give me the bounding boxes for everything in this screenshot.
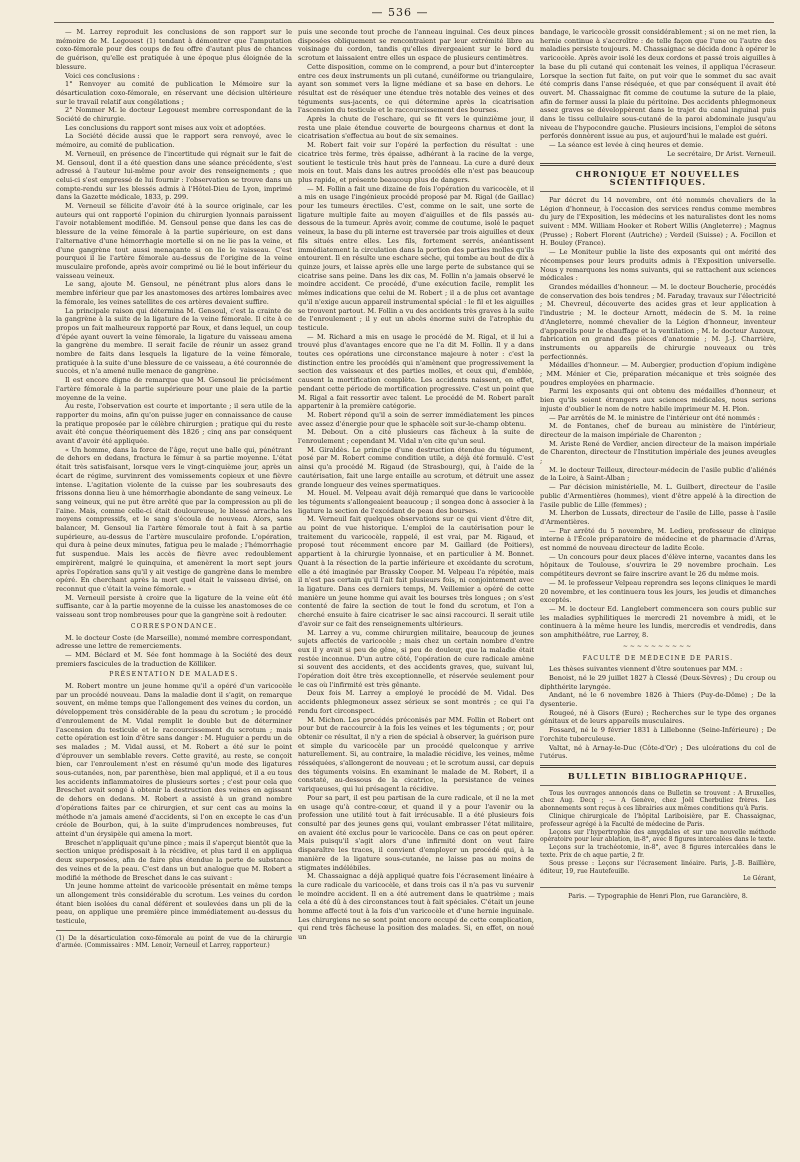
column-right [540,28,776,1146]
paragraph: Tous les ouvrages annoncés dans ce Bulletin se trouvent : A Bruxelles, chez Aug. Decq ; — A Genève, chez Joël Cherbuliez frères. Les abonnements sont reçus à ces librairies aux mêmes conditions qu'à Paris. [540,789,776,813]
paragraph: — M. le professeur Velpeau reprendra ses leçons cliniques le mardi 20 novembre, et les continuera tous les jours, les jeudis et dimanches exceptés. [540,578,776,605]
column-middle [298,28,534,1146]
paragraph: Sous presse : Leçons sur l'écrasement linéaire. Paris, J.-B. Baillière, éditeur, 19, rue Hautefeuille. [540,859,776,875]
paragraph: — MM. Béclard et M. Sée font hommage à la Société des deux premiers fascicules de la traduction de Kölliker. [56,650,292,668]
paragraph: — M. Follin a fait une dizaine de fois l'opération du varicocèle, et il a mis en usage l'ingénieux procédé proposé par M. Rigal (de Gaillac) pour les tumeurs érectiles. C'est, comme on le sait, une sorte de ligature multiple faite au moyen d'aiguilles et de fils passés au-dessous de la tumeur. Après avoir, comme de coutume, isolé le paquet veineux, la base du pli interne est traversée par trois aiguilles et deux fils situés entre elles. Les fils, fortement serrés, anéantissent immédiatement la circulation dans la portion des parties molles qu'ils entourent. Il en résulte une eschare sèche, qui tombe au bout de dix à quinze jours, et laisse après elle une large perte de substance qui se cicatrise sans peine. Dans les dix cas, M. Follin n'a jamais observé le moindre accident. Ce procédé, d'une exécution facile, remplit les mêmes indications que celui de M. Robert ; il a de plus cet avantage qu'il n'exige aucun appareil instrumental spécial : le fil et les aiguilles se trouvent partout. M. Follin a vu des accidents très graves à la suite de l'enroulement ; il y eut un abcès énorme suivi de l'atrophie du testicule. [298,184,534,332]
paragraph: M. Verneuil, en présence de l'incertitude qui régnait sur le fait de M. Gensoul, dont il a été question dans une séance précédente, s'est adressé à l'auteur lui-même pour avoir des renseignements ; que celui-ci s'est empressé de lui fournir : l'observation se trouve dans un compte-rendu sur les blessés admis à l'Hôtel-Dieu de Lyon, imprimé dans la Gazette médicale, 1833, p. 299. [56,149,292,202]
page-number: — 536 — [371,6,429,19]
signature: Le secrétaire, Dr Arist. Verneuil. [666,149,776,158]
paragraph: M. Robert fait voir sur l'opéré la perfection du résultat : une cicatrice très ferme, très épaisse, adhérant à la racine de la verge, soutient le testicule très haut près de l'anneau. La cure a duré deux mois en tout. Mais dans les autres procédés elle n'est pas beaucoup plus rapide, et présente beaucoup plus de dangers. [298,141,534,184]
paragraph: M. de Fontanes, chef de bureau au ministère de l'intérieur, directeur de la maison impériale de Charenton ; [540,422,776,439]
paragraph: M. le docteur Teilleux, directeur-médecin de l'asile public d'aliénés de la Loire, à Saint-Alban ; [540,465,776,483]
section-title-presentation: PRÉSENTATION DE MALADES. [109,671,239,679]
paragraph: M. Houel. M. Velpeau avait déjà remarqué que dans le varicocèle les téguments s'allongeaient beaucoup ; il songea donc à associer à la ligature la section de l'excédant de peau des bourses. [298,489,534,515]
section-rule [540,191,776,192]
paragraph: Rougeé, né à Gisors (Eure) ; Recherches sur le type des organes génitaux et de leurs appareils musculaires. [540,708,776,726]
paragraph: M. Verneuil persiste à croire que la ligature de la veine eût été suffisante, car à la partie moyenne de la cuisse les anastomoses de ce vaisseau sont trop nombreuses pour que la gangrène soit à redouter. [56,593,292,620]
section-title-chronique: CHRONIQUE ET NOUVELLES SCIENTIFIQUES. [575,168,741,188]
paragraph: Deux fois M. Larrey a employé le procédé de M. Vidal. Des accidents phlegmoneux assez sérieux se sont montrés ; ce qui l'a rendu fort circonspect. [298,689,534,715]
paragraph: La Société décide aussi que le rapport sera renvoyé, avec le mémoire, au comité de publication. [56,132,292,150]
paragraph: Parmi les exposants qui ont obtenu des médailles d'honneur, et bien qu'ils soient étrangers aux sciences médicales, nous serions injuste d'oublier le nom de notre habile imprimeur M. H. Plon. [540,387,776,413]
paragraph: Andant, né le 6 novembre 1826 à Thiers (Puy-de-Dôme) ; De la dysenterie. [540,691,776,709]
paragraph: M. Ariste René de Verdier, ancien directeur de la maison impériale de Charenton, directeur de l'Institution impériale des jeunes aveugles ; [540,439,776,466]
paragraph: Valtat, né à Arnay-le-Duc (Côte-d'Or) ; Des ulcérations du col de l'utérus. [540,743,776,761]
column-left [56,28,292,1146]
paragraph: — M. le docteur Ed. Langlebert commencera son cours public sur les maladies syphilitiques le mercredi 21 novembre à midi, et le continuera à la même heure les lundis, mercredis et vendredis, dans son amphithéâtre, rue Larrey, 8. [540,605,776,640]
paragraph: M. Michon. Les procédés préconisés par MM. Follin et Robert ont pour but de raccourcir à la fois les veines et les téguments ; or, pour obtenir ce résultat, il n'y a rien de spécial à observer, la guérison pure et simple du varicocèle par un procédé quelconque y arrive naturellement. Si, au contraire, la maladie récidive, les veines, même résséquées, s'allongeront de nouveau ; et le scrotum aussi, car depuis des téguments voisins. En examinant le malade de M. Robert, il a constaté, au-dessous de la cicatrice, la persistance de veines variqueuses, qui lui présagent la récidive. [298,715,534,794]
paragraph: Voici ces conclusions : [65,71,140,80]
paragraph: M. Verneuil fait quelques observations sur ce qui vient d'être dit, au point de vue historique. L'emploi de la cautérisation pour le traitement du varicocèle, rappelé, il est vrai, par M. Rigaud, et proposé tout récemment encore par M. Gaillard (de Poitiers), appartient à la chirurgie lyonnaise, et en particulier à M. Bonnet. Quant à la résection de la partie inférieure et excédante du scrotum, elle a été imaginée par Brassky Cooper. M. Velpeau l'a répétée, mais il n'est pas certain qu'il l'ait fait plusieurs fois, ni conjointement avec la ligature. Dans ces derniers temps, M. Veillemier a opéré de cette manière un jeune homme qui avait les bourses très longues ; on s'est contenté de faire la section de tout le fond du scrotum, et l'on a cherché ensuite à faire cicatriser le sac ainsi raccourci. Il serait utile d'avoir sur ce fait des renseignements ultérieurs. [298,515,534,628]
paragraph: « Un homme, dans la force de l'âge, reçut une balle qui, pénétrant de dehors en dedans, fractura le fémur à sa partie moyenne. L'état était très satisfaisant, lorsque vers le vingt-cinquième jour, après un écart de régime, survinrent des vomissements copieux et une fièvre intense. L'agitation violente de la cuisse par les soubresauts des frissons donna lieu à une hémorrhagie abondante de sang veineux. Le sang veineux, qui ne put être arrêté que par la compression au pli de l'aine. Mais, comme celle-ci était douloureuse, le blessé arracha les moyens compressifs, et le sang s'écoula de nouveau. Alors, sans balancer, M. Gensoul lia l'artère fémorale tout à fait à sa partie supérieure, au-dessus de l'artère musculaire profonde. L'opération, qui dura à peine deux minutes, fatigua peu le malade ; l'hémorrhagie fut suspendue. Mais les accès de fièvre avec redoublement empirèrent, malgré le quinquina, et amenèrent la mort sept jours après l'opération sans qu'il y ait vestige de gangrène dans le membre opéré. En cherchant après la mort quel était le vaisseau divisé, on reconnut que c'était la veine fémorale. » [56,445,292,593]
paragraph: M. le docteur Coste (de Marseille), nommé membre correspondant, adresse une lettre de remerciements. [56,633,292,651]
header-rule [54,22,774,23]
paragraph: 2° Nommer M. le docteur Legouest membre correspondant de la Société de chirurgie. [56,106,292,124]
paragraph: bandage, le varicocèle grossit considérablement ; si on ne met rien, la hernie continue à s'accroître : de telle façon que l'une ou l'autre des maladies persiste toujours. M. Chassaignac se décida donc à opérer le varicocèle. Après avoir isolé les deux cordons et passé trois aiguilles à la base du pli cutané qui contenait les veines, il appliqua l'écraseur. Lorsque la section fut faite, on put voir que le sommet du sac avait été compris dans l'anse réséquée, et que par conséquent il avait été ouvert. M. Chassaignac fit comme de coutume la suture de la plaie, afin de fermer aussi la plaie du péritoine. Des accidents phlegmoneux assez graves se développèrent dans le trajet du canal inguinal puis dans le tissu cellulaire sous-cutané de la paroi abdominale jusqu'au niveau de l'hypocondre gauche. Plusieurs incisions, l'emploi de sétons perforés donnèrent issue au pus, et aujourd'hui le malade est guéri. [540,28,776,141]
paragraph: — Par décision ministérielle, M. L. Guilbert, directeur de l'asile public d'Armentières (hommes), vient d'être appelé à la direction de l'asile public de Lille (femmes) ; [540,483,776,509]
paragraph: Médailles d'honneur. — M. Aubergier, production d'opium indigène ; MM. Ménier et Cie, préparation mécanique et très soignée des poudres employées en pharmacie. [540,361,776,387]
paragraph: Par décret du 14 novembre, ont été nommés chevaliers de la Légion d'honneur, à l'occasion des services rendus comme membres du jury de l'Exposition, les médecins et les naturalistes dont les noms suivent : MM. William Hooker et Robert Willis (Angleterre) ; Magnus (Prusse) ; Robert Florent (Autriche) ; Verdeil (Suisse) ; A. Focillon et H. Bouley (France). [540,195,776,248]
paragraph: Leçons sur la trachéotomie, in-8°, avec 8 figures intercalées dans le texte. Prix de ch aque partie, 2 fr. [540,844,776,860]
paragraph: M. Larrey a vu, comme chirurgien militaire, beaucoup de jeunes sujets affectés de varicocèle ; mais chez un certain nombre d'entre eux il y avait si peu de gêne, si peu de douleur, que la maladie était restée inconnue. D'un autre côté, l'opération de cure radicale amène si souvent des accidents, et des accidents graves, que, suivant lui, l'opération doit être très exceptionnelle, et réservée seulement pour le cas où l'infirmité est très gênante. [298,628,534,689]
paragraph: Fossard, né le 9 février 1831 à Lillebonne (Seine-Inférieure) ; De l'orchite tuberculeuse. [540,726,776,743]
paragraph: Pour sa part, il est peu partisan de la cure radicale, et il ne la met en usage qu'à contre-cœur, et quand il y a pour l'avenir ou la profession une utilité tout à fait irrécusable. Il a été plusieurs fois consulté par des jeunes gens qui, voulant embrasser l'état militaire, en avaient été exclus pour le varicocèle. Dans ce cas on peut opérer. Mais puisqu'il s'agit alors d'une infirmité dont on veut faire disparaître les traces, il convient d'employer un procédé qui, à la manière de la ligature sous-cutanée, ne laisse pas au moins de stigmates indélébiles. [298,793,534,872]
section-title-correspondance: CORRESPONDANCE. [130,622,218,630]
section-rule [540,163,776,166]
section-title-bulletin: BULLETIN BIBLIOGRAPHIQUE. [567,770,749,781]
paragraph: M. Giraldès. Le principe d'une destruction étendue du tégument, posé par M. Robert comme condition utile, a déjà été formulé. C'est ainsi qu'a procédé M. Rigaud (de Strasbourg), qui, à l'aide de la cautérisation, fait une large entaille au scrotum, et détruit une assez grande longueur des veines spermatiques. [298,445,534,489]
paragraph: — Le Moniteur publie la liste des exposants qui ont mérité des récompenses pour leurs produits admis à l'Exposition universelle. Nous y remarquons les noms suivants, qui se rattachent aux sciences médicales : [540,248,776,283]
paragraph: Un jeune homme atteint de varicocèle présentait en même temps un allongement très considérable du scrotum. Les veines du cordon étant bien isolées du canal déférent et soulevées dans un pli de la peau, on applique une première pince immédiatement au-dessus du testicule, [56,882,292,926]
paragraph: M. Verneuil se félicite d'avoir été à la source originale, car les auteurs qui ont rapporté l'opinion du chirurgien lyonnais paraissent l'avoir notablement modifiée. M. Gensoul pense que dans les cas de blessure de la veine fémorale à la partie supérieure, on est dans l'alternative d'une hémorrhagie mortelle si on ne lie pas la veine, et d'une gangrène tout aussi menaçante si on lie le vaisseau. C'est pourquoi il lie l'artère fémorale au-dessus de l'origine de la veine musculaire profonde, après avoir comprimé ou lié le bout inférieur du vaisseau veineux. [56,202,292,280]
footnote-rule [56,930,292,931]
gerant-label: Le Gérant, [743,875,776,883]
paragraph: Clinique chirurgicale de l'hôpital Lariboisière, par E. Chassaignac, professeur agrégé à la Faculté de médecine de Paris. [540,813,776,828]
paragraph: Les conclusions du rapport sont mises aux voix et adoptées. [65,123,266,132]
paragraph: M. Debout. On a cité plusieurs cas fâcheux à la suite de l'enroulement ; cependant M. Vidal n'en cite qu'un seul. [298,428,534,446]
paragraph: — Par arrêté du 5 novembre, M. Ledieu, professeur de clinique interne à l'École préparatoire de médecine et de pharmacie d'Arras, est nommé de nouveau directeur de ladite École. [540,526,776,553]
section-rule [540,785,776,786]
paragraph: La principale raison qui détermina M. Gensoul, c'est la crainte de la gangrène à la suite de la ligature de la veine fémorale. Il cite à ce propos un fait malheureux rapporté par Roux, et dans lequel, un coup d'épée ayant ouvert la veine fémorale, la ligature du vaisseau amena la gangrène du membre. Il serait facile de réunir un assez grand nombre de faits dans lesquels la ligature de la veine fémorale, pratiquée à la suite d'une blessure de ce vaisseau, a été couronnée de succès, et n'a amené nulle menace de gangrène. [56,306,292,376]
paragraph: Les thèses suivantes viennent d'être soutenues par MM. : [549,665,743,674]
section-rule [540,765,776,768]
paragraph: — La séance est levée à cinq heures et demie. [549,141,704,150]
paragraph: — Un concours pour deux places d'élève interne, vacantes dans les hôpitaux de Toulouse, s'ouvrira le 29 novembre prochain. Les compétiteurs devront se faire inscrire avant le 26 du même mois. [540,552,776,579]
paragraph: 1° Renvoyer au comité de publication le Mémoire sur la désarticulation coxo-fémorale, en réservant une décision ultérieure sur le travail relatif aux congélations ; [56,80,292,106]
paragraph: — M. Richard a mis en usage le procédé de M. Rigal, et il lui a trouvé plus d'avantages encore que ne l'a dit M. Follin. Il y a dans toutes ces opérations une circonstance majeure à noter : c'est la distinction entre les procédés qui n'amènent que progressivement la section des vaisseaux et des parties molles, et ceux qui, d'emblée, causent la mortification complète. Les accidents naissent, en effet, pendant cette période de mortification progressive. C'est un point que M. Rigal a fait ressortir avec talent. Le procédé de M. Robert paraît appartenir à la première catégorie. [298,332,534,411]
printer-imprint: Paris. — Typographie de Henri Plon, rue Garancière, 8. [568,892,748,901]
paragraph: M. Lherbon de Lussats, directeur de l'asile de Lille, passe à l'asile d'Armentières. [540,509,776,526]
paragraph: Il est encore digne de remarque que M. Gensoul lie précisément l'artère fémorale à la partie supérieure pour une plaie de la partie moyenne de la veine. [56,376,292,402]
footnote: (1) De la désarticulation coxo-fémorale au point de vue de la chirurgie d'armée. (Commissaires : MM. Lenoir, Verneuil et Larrey, rapporteur.) [56,934,292,950]
paragraph: Benoist, né le 29 juillet 1827 à Clessé (Deux-Sèvres) ; Du croup ou diphthérite laryngée. [540,673,776,691]
section-title-faculte: FACULTÉ DE MÉDECINE DE PARIS. [582,654,734,662]
paragraph: M. Chassaignac a déjà appliqué quatre fois l'écrasement linéaire à la cure radicale du varicocèle, et dans trois cas il n'a pas vu survenir le moindre accident. Il en a été autrement dans le quatrième ; mais cela a été dû à des circonstances tout à fait spéciales. C'était un jeune homme affecté tout à la fois d'un varicocèle et d'une hernie inguinale. Les chirurgiens ne se sont point encore occupé de cette complication, qui rend très fâcheuse la position des malades. Si, en effet, on noué un [298,872,534,942]
paragraph: puis une seconde tout proche de l'anneau inguinal. Ces deux pinces disposées obliquement se rencontraient par leur extrémité libre au voisinage du cordon, tandis qu'elles divergeaient sur le bord du scrotum et laissaient entre elles un espace de plusieurs centimètres. [298,28,534,63]
paragraph: Au reste, l'observation est courte et importante ; il sera utile de la rapporter du moins, afin qu'on puisse juger en connaissance de cause la pratique proposée par le célèbre chirurgien ; pratique qui du reste avait été conçue théoriquement dès 1826 ; cinq ans par conséquent avant d'avoir été appliquée. [56,402,292,446]
paragraph: Grandes médailles d'honneur. — M. le docteur Boucherie, procédés de conservation des bois tendres ; M. Faraday, travaux sur l'électricité ; M. Chevreul, découverte des acides gras et leur application à l'industrie ; M. le docteur Arnott, médecin de S. M. la reine d'Angleterre, nommé chevalier de la Légion d'honneur, inventeur d'appareils pour le chauffage et la ventilation ; M. le docteur Auzoux, fabrication en grand des pièces d'anatomie ; M. J.-J. Charrière, instruments ou appareils de chirurgie nouveaux ou très perfectionnés. [540,282,776,361]
paragraph: Après la chute de l'eschare, qui se fit vers le quinzième jour, il resta une plaie étendue couverte de bourgeons charnus et dont la cicatrisation s'effectua au bout de six semaines. [298,115,534,141]
footer-rule [540,887,776,888]
paragraph: M. Robert montre un jeune homme qu'il a opéré d'un varicocèle par un procédé nouveau. Dans la maladie dont il s'agit, on remarque souvent, en même temps que l'allongement des veines du cordon, un développement très considérable de la peau du scrotum ; le procédé d'enroulement de M. Vidal remplit le double but de déterminer l'ascension du testicule et le raccourcissement du scrotum ; mais cette opération est loin d'être sans danger : M. Huguier a perdu un de ses malades ; M. Vidal aussi, et M. Robert a été sur le point d'éprouver un semblable revers. Cette gravité, au reste, se conçoit bien, car l'enroulement n'est en résumé qu'un mode des ligatures sous-cutanées, non, par parenthèse, bien mal appliqué, et il a eu tous les accidents inflammatoires de plusieurs sortes ; c'est pour cela que Breschet avait songé à obtenir la destruction des veines en agissant de dehors en dedans. M. Robert a assisté à un grand nombre d'opérations faites par ce chirurgien, et sur cent cas au moins la méthode n'a jamais amené d'accidents, si l'on en excepte le cas d'un créole de Bourbon, qui, à la suite d'imprudences nombreuses, fut atteint d'un érysipèle qui amena la mort. [56,682,292,838]
paragraph: M. Robert répond qu'il a soin de serrer immédiatement les pinces avec assez d'énergie pour que le sphacèle soit sur-le-champ obtenu. [298,410,534,428]
paragraph: Leçons sur l'hypertrophie des amygdales et sur une nouvelle méthode opératoire pour leur ablation, in-8°, avec 8 figures intercalées dans le texte. [540,828,776,844]
paragraph: Le sang, ajoute M. Gensoul, ne pénétrant plus alors dans le membre inférieur que par les anastomoses des artères lombaires avec la fémorale, les veines satellites de ces artères devaient suffire. [56,280,292,306]
paragraph: — Par arrêtés de M. le ministre de l'intérieur ont été nommés : [549,413,760,422]
paragraph: — M. Larrey reproduit les conclusions de son rapport sur le mémoire de M. Legouest (1) tendant à démontrer que l'amputation coxo-fémorale pour des coups de feu offre d'autant plus de chances de guérison, qu'elle est pratiquée à une époque plus éloignée de la blessure. [56,28,292,71]
ornament-divider: ~~~~~~~~~~ [622,642,694,650]
paragraph: Breschet n'appliquait qu'une pince ; mais il s'aperçut bientôt que la section unique prédisposait à la récidive, et plus tard il en appliqua deux superposées, afin de faire plus étendue la perte de substance des veines et de la peau. C'est dans un but analogue que M. Robert a modifié la méthode de Breschet dans le cas suivant : [56,838,292,882]
paragraph: Cette disposition, comme on le comprend, a pour but d'intercepter entre ces deux instruments un pli cutané, cunéiforme ou triangulaire, ayant son sommet vers la ligne médiane et sa base en dehors. Le résultat est de réséquer une étendue très notable des veines et des téguments sus-jacents, ce qui détermine après la cicatrisation l'ascension du testicule et le raccourcissement des bourses. [298,62,534,115]
